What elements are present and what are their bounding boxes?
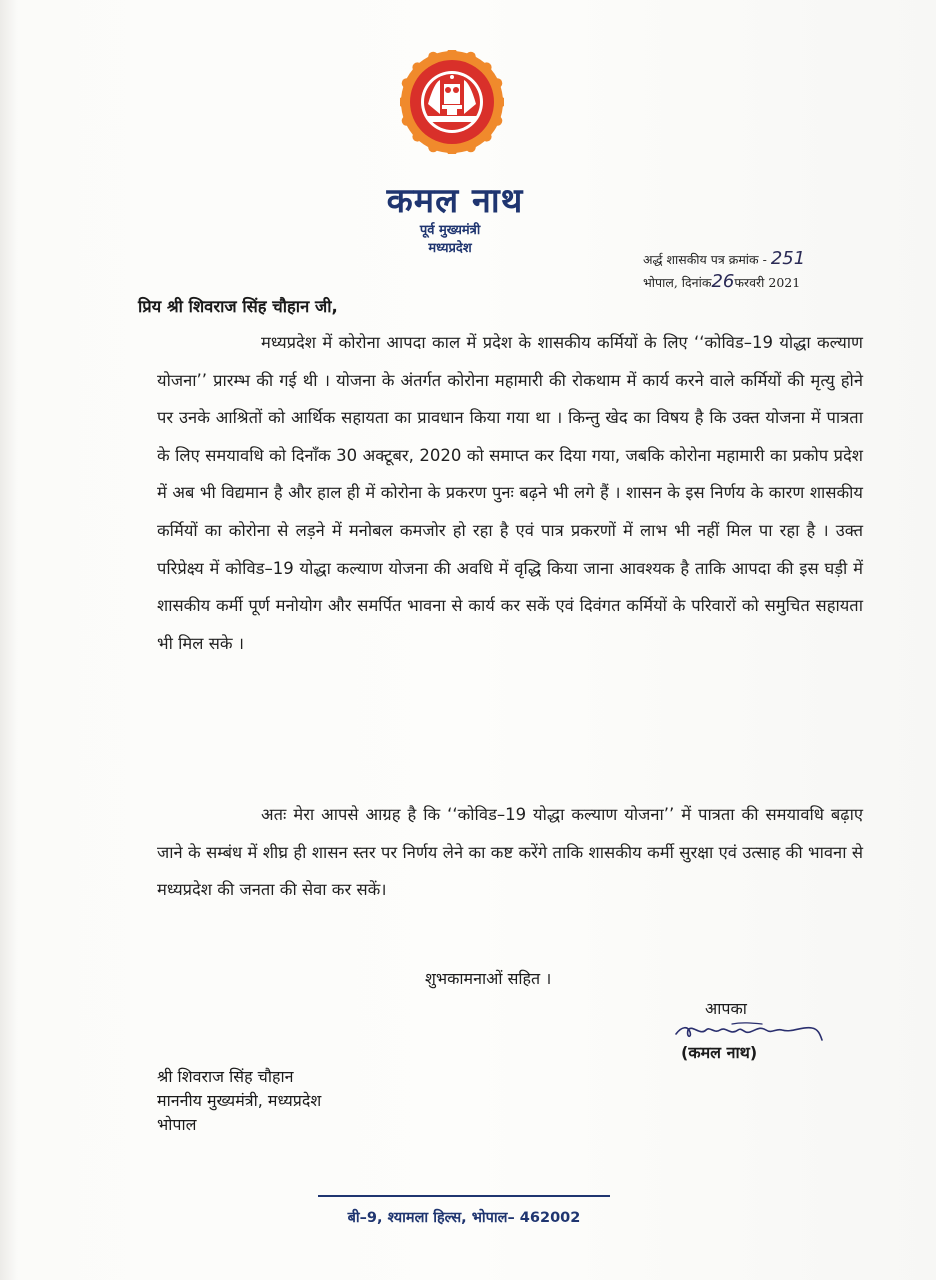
body-paragraph-1	[157, 324, 863, 662]
footer-divider	[318, 1195, 610, 1197]
designation-line-1: पूर्व मुख्यमंत्री	[419, 223, 481, 238]
date-day: 26	[711, 271, 735, 292]
letter-reference	[643, 248, 903, 294]
paragraph-2-text: अतः मेरा आपसे आग्रह है कि ‘‘कोविड–19 योद्धा कल्याण योजना’’ में पात्रता की समयावधि बढ़ाए जाने के सम्बंध में शीघ्र ही शासन स्तर पर निर्णय लेने का कष्ट करेंगे ताकि शासकीय कर्मी सुरक्षा एवं उत्साह की भावना से मध्यप्रदेश की जनता की सेवा कर सकें।	[157, 805, 863, 900]
addressee-city: भोपाल	[157, 1115, 197, 1134]
mp-government-emblem	[400, 50, 504, 154]
footer-address: बी–9, श्यामला हिल्स, भोपाल– 462002	[347, 1210, 581, 1226]
reference-number-line	[643, 248, 903, 271]
addressee-name: श्री शिवराज सिंह चौहान	[157, 1067, 294, 1086]
letterhead-designation	[380, 222, 520, 258]
reference-label: अर्द्ध शासकीय पत्र क्रमांक -	[643, 252, 767, 267]
paragraph-1-text: मध्यप्रदेश में कोरोना आपदा काल में प्रदेश के शासकीय कर्मियों के लिए ‘‘कोविड–19 योद्धा कल्याण योजना’’ प्रारम्भ की गई थी । योजना के अंतर्गत कोरोना महामारी की रोकथाम में कार्य करने वाले कर्मियों की मृत्यु होने पर उनके आश्रितों को आर्थिक सहायता का प्रावधान किया गया था । किन्तु खेद का विषय है कि उक्त योजना में पात्रता के लिए समयावधि को दिनाँक 30 अक्टूबर, 2020 को समाप्त कर दिया गया, जबकि कोरोना महामारी का प्रकोप प्रदेश में अब भी विद्यमान है और हाल ही में कोरोना के प्रकरण पुनः बढ़ने भी लगे हैं । शासन के इस निर्णय के कारण शासकीय कर्मियों का कोरोना से लड़ने में मनोबल कमजोर हो रहा है एवं पात्र प्रकरणों में लाभ भी नहीं मिल पा रहा है । उक्त परिप्रेक्ष्य में कोविड–19 योद्धा कल्याण योजना की अवधि में वृद्धि किया जाना आवश्यक है ताकि आपदा की इस घड़ी में शासकीय कर्मी पूर्ण मनोयोग और समर्पित भावना से कार्य कर सकें एवं दिवंगत कर्मियों के परिवारों को समुचित सहायता भी मिल सके ।	[157, 333, 863, 653]
closing-line: शुभकामनाओं सहित ।	[425, 969, 552, 988]
sign-off: आपका	[705, 999, 747, 1018]
salutation: प्रिय श्री शिवराज सिंह चौहान जी,	[138, 297, 338, 316]
designation-line-2: मध्यप्रदेश	[428, 241, 472, 256]
date-month-year: फरवरी 2021	[734, 275, 801, 290]
reference-number: 251	[770, 248, 806, 269]
reference-date-line	[643, 271, 903, 294]
addressee-block	[157, 1065, 321, 1137]
letterhead-name: कमल नाथ	[386, 181, 524, 221]
body-paragraph-2	[157, 796, 863, 909]
signatory-name: (कमल नाथ)	[681, 1043, 758, 1062]
date-prefix: भोपाल, दिनांक	[643, 275, 712, 290]
addressee-title: माननीय मुख्यमंत्री, मध्यप्रदेश	[157, 1091, 322, 1110]
